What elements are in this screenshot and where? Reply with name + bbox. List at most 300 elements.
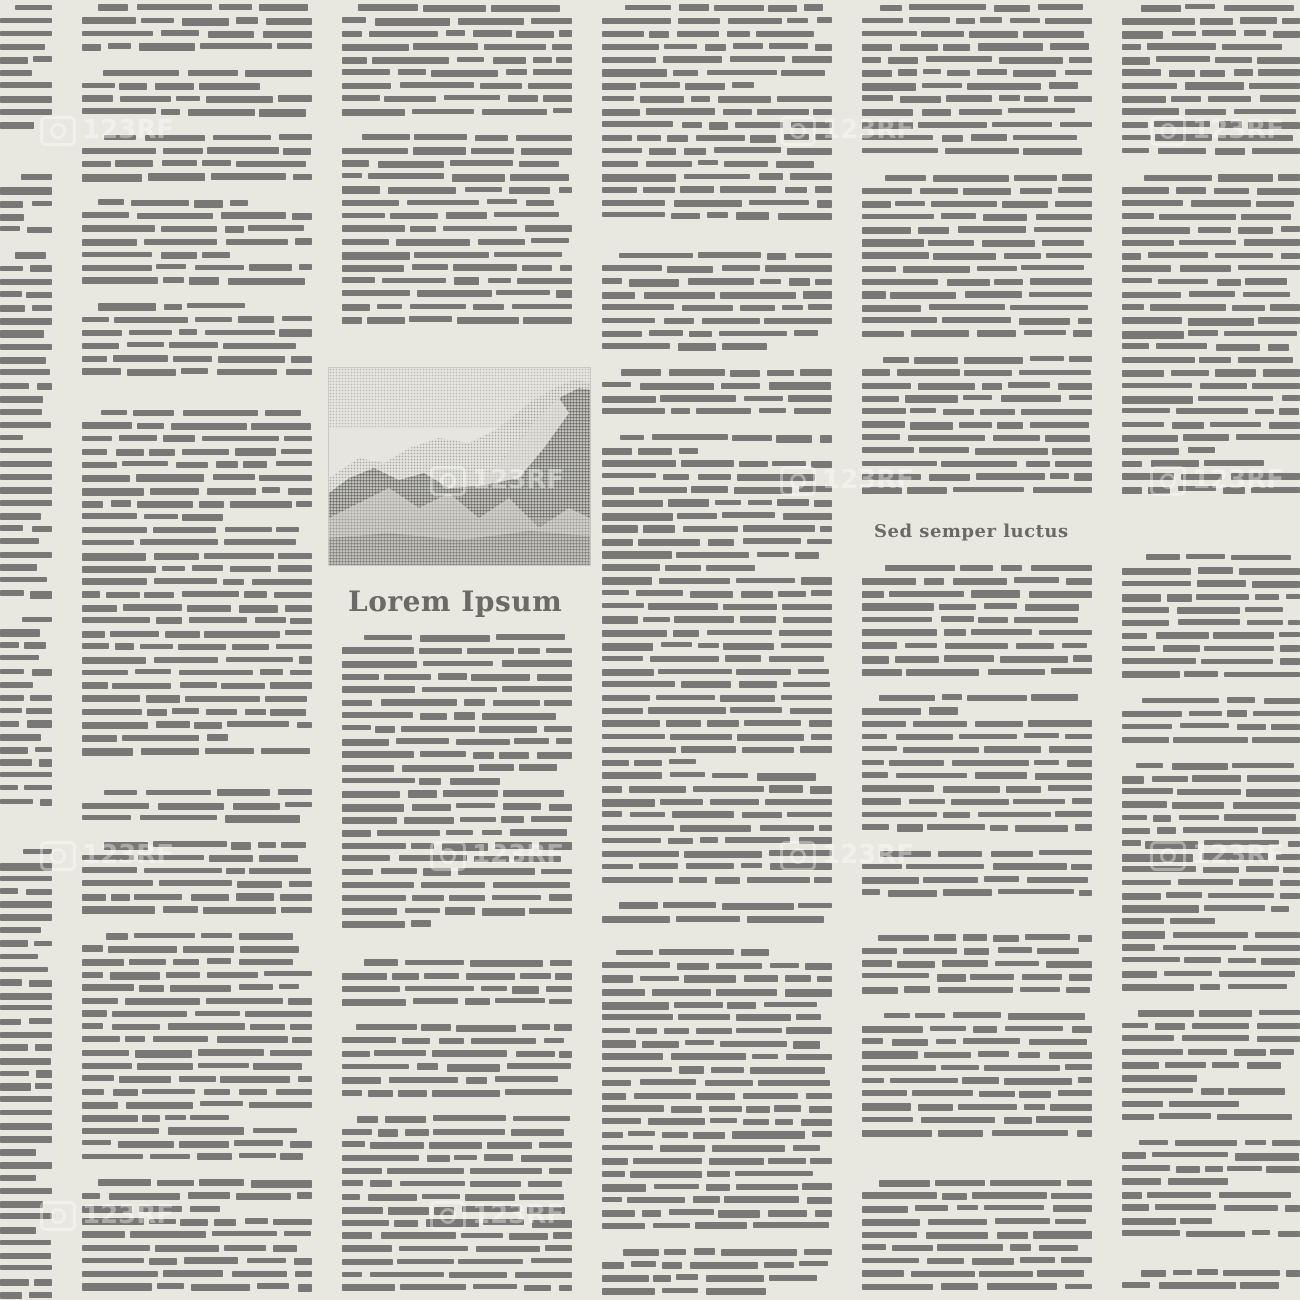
- text-line: [82, 855, 134, 860]
- text-line: [602, 1118, 641, 1124]
- text-line: [161, 109, 179, 115]
- text-line: [476, 1246, 539, 1252]
- text-line: [82, 317, 109, 323]
- text-line: [154, 553, 199, 560]
- text-line: [394, 1220, 418, 1227]
- text-line: [1026, 461, 1051, 467]
- text-line: [82, 83, 115, 88]
- text-line: [1231, 473, 1300, 480]
- text-line: [627, 1197, 685, 1203]
- text-line: [911, 330, 968, 337]
- text-line: [0, 82, 52, 88]
- text-line: [997, 1232, 1029, 1239]
- text-line: [707, 720, 739, 727]
- text-line: [602, 630, 667, 636]
- text-line: [1067, 1180, 1092, 1186]
- text-line: [663, 902, 716, 908]
- text-line: [1013, 135, 1076, 140]
- text-line: [1227, 1166, 1262, 1171]
- text-column: [1122, 1265, 1300, 1300]
- text-line: [980, 17, 1002, 23]
- text-line: [204, 553, 274, 559]
- text-line: [602, 1093, 626, 1100]
- text-line: [1122, 880, 1171, 885]
- text-line: [0, 279, 52, 285]
- text-line: [1276, 854, 1300, 860]
- text-line: [480, 83, 522, 89]
- text-line: [862, 1284, 933, 1290]
- text-line: [805, 963, 832, 969]
- text-line: [270, 709, 306, 716]
- text-line: [667, 135, 689, 142]
- text-line: [730, 370, 760, 377]
- text-line: [737, 474, 815, 481]
- text-line: [994, 279, 1023, 284]
- text-line: [1045, 435, 1090, 442]
- text-line: [903, 747, 978, 752]
- text-line: [0, 44, 45, 49]
- text-line: [82, 343, 119, 349]
- text-line: [730, 707, 782, 713]
- text-line: [994, 5, 1031, 12]
- text-line: [862, 1258, 919, 1263]
- text-line: [342, 986, 400, 992]
- text-line: [1145, 841, 1198, 848]
- text-line: [219, 4, 252, 10]
- text-line: [953, 487, 1024, 492]
- text-line: [1000, 656, 1069, 663]
- text-line: [1122, 1230, 1180, 1236]
- text-line: [602, 448, 632, 455]
- text-line: [739, 681, 776, 688]
- text-line: [602, 1053, 663, 1059]
- text-line: [602, 31, 644, 37]
- text-line: [1183, 827, 1258, 833]
- text-line: [290, 670, 312, 675]
- text-line: [1122, 357, 1195, 363]
- text-line: [929, 707, 958, 714]
- text-line: [0, 940, 28, 946]
- text-line: [481, 986, 507, 991]
- text-line: [984, 1065, 1061, 1072]
- text-line: [1201, 659, 1273, 665]
- text-line: [1122, 1218, 1176, 1225]
- text-line: [800, 746, 832, 753]
- text-line: [137, 423, 164, 428]
- text-line: [637, 135, 661, 141]
- text-line: [1052, 448, 1092, 455]
- text-line: [1048, 785, 1092, 791]
- text-line: [544, 700, 572, 706]
- text-line: [378, 161, 444, 168]
- text-line: [0, 876, 52, 882]
- text-line: [1078, 318, 1092, 324]
- text-line: [1228, 958, 1256, 963]
- text-line: [792, 56, 832, 63]
- text-line: [0, 1240, 51, 1246]
- text-line: [510, 174, 569, 181]
- text-line: [0, 305, 25, 312]
- text-line: [722, 265, 760, 270]
- text-line: [1051, 1193, 1092, 1199]
- text-line: [1066, 578, 1092, 585]
- text-line: [896, 773, 966, 778]
- text-line: [82, 1231, 125, 1238]
- text-line: [1122, 776, 1144, 783]
- text-line: [357, 1116, 378, 1123]
- text-line: [299, 656, 312, 663]
- text-line: [98, 4, 128, 10]
- text-line: [967, 695, 1027, 701]
- text-line: [522, 1024, 550, 1030]
- text-line: [1215, 148, 1245, 154]
- text-line: [862, 578, 916, 585]
- text-line: [206, 96, 273, 103]
- text-line: [278, 789, 312, 795]
- text-line: [144, 868, 222, 873]
- text-line: [342, 1284, 395, 1291]
- text-line: [1065, 70, 1092, 75]
- text-line: [1205, 1166, 1224, 1172]
- text-line: [82, 513, 137, 519]
- text-line: [883, 357, 909, 363]
- text-line: [82, 1154, 143, 1159]
- text-line: [1201, 1088, 1223, 1095]
- text-line: [782, 305, 804, 310]
- text-line: [934, 934, 956, 941]
- text-line: [122, 735, 199, 741]
- text-line: [677, 31, 719, 37]
- text-line: [1024, 1104, 1046, 1111]
- text-line: [0, 500, 52, 506]
- text-line: [747, 877, 809, 882]
- text-line: [1204, 646, 1274, 651]
- text-line: [289, 881, 312, 887]
- text-line: [1224, 672, 1300, 678]
- text-line: [602, 720, 660, 727]
- text-line: [977, 266, 1017, 271]
- text-line: [471, 148, 514, 154]
- text-line: [811, 734, 832, 740]
- text-line: [195, 265, 244, 271]
- text-line: [723, 109, 752, 115]
- text-line: [0, 1044, 28, 1051]
- text-line: [1234, 109, 1297, 115]
- text-line: [1021, 409, 1092, 415]
- text-line: [190, 1206, 220, 1212]
- text-line: [602, 96, 634, 102]
- text-line: [417, 290, 492, 297]
- text-line: [678, 18, 720, 24]
- text-line: [1153, 815, 1171, 822]
- text-line: [602, 975, 633, 982]
- text-line: [918, 122, 987, 129]
- text-line: [918, 1104, 953, 1111]
- text-line: [528, 83, 572, 90]
- text-line: [560, 265, 572, 270]
- text-line: [1039, 630, 1092, 635]
- text-line: [764, 1002, 817, 1007]
- text-line: [1223, 1270, 1279, 1277]
- text-line: [471, 1038, 536, 1044]
- text-line: [732, 435, 772, 441]
- text-line: [382, 278, 445, 283]
- text-line: [1069, 57, 1092, 63]
- text-line: [1046, 961, 1092, 968]
- text-line: [862, 369, 890, 375]
- text-line: [748, 500, 771, 506]
- text-line: [342, 674, 379, 680]
- text-line: [0, 564, 37, 570]
- text-line: [230, 200, 248, 206]
- text-line: [862, 824, 889, 830]
- text-line: [82, 1258, 144, 1264]
- text-line: [1167, 594, 1192, 601]
- text-line: [1010, 18, 1040, 23]
- text-line: [643, 187, 674, 193]
- text-line: [671, 1106, 702, 1113]
- text-line: [975, 772, 1026, 779]
- text-line: [770, 863, 832, 870]
- text-line: [494, 212, 559, 217]
- text-line: [619, 902, 658, 909]
- text-line: [862, 434, 900, 440]
- text-line: [170, 985, 231, 992]
- text-line: [862, 669, 902, 676]
- text-line: [1147, 1192, 1211, 1198]
- text-line: [0, 109, 52, 115]
- text-line: [295, 238, 312, 245]
- text-line: [1199, 357, 1230, 364]
- text-line: [1171, 370, 1209, 376]
- text-line: [736, 212, 769, 219]
- text-line: [977, 69, 1006, 75]
- text-line: [1122, 840, 1141, 846]
- text-line: [108, 43, 130, 49]
- text-line: [342, 765, 394, 772]
- text-line: [696, 135, 745, 141]
- text-line: [690, 1262, 758, 1269]
- text-line: [358, 4, 418, 11]
- text-line: [182, 591, 239, 597]
- text-line: [0, 461, 52, 467]
- text-line: [862, 148, 938, 153]
- text-line: [249, 868, 311, 874]
- text-line: [342, 213, 385, 218]
- text-line: [602, 851, 679, 857]
- text-line: [342, 686, 415, 692]
- text-line: [82, 449, 107, 456]
- text-line: [957, 1205, 978, 1210]
- text-line: [531, 1258, 572, 1263]
- text-line: [465, 1194, 515, 1201]
- text-line: [82, 748, 133, 755]
- text-line: [1122, 331, 1184, 338]
- text-line: [82, 617, 150, 623]
- text-line: [398, 69, 426, 74]
- text-line: [815, 134, 832, 139]
- text-line: [679, 1066, 704, 1073]
- text-line: [688, 278, 755, 285]
- text-line: [32, 526, 52, 532]
- text-line: [1156, 56, 1210, 61]
- text-line: [659, 949, 734, 955]
- text-line: [1122, 1088, 1193, 1094]
- text-line: [161, 30, 200, 36]
- text-line: [518, 648, 540, 654]
- text-line: [184, 1257, 239, 1264]
- text-line: [629, 786, 686, 793]
- text-line: [673, 630, 699, 637]
- text-line: [507, 1063, 572, 1069]
- text-line: [471, 674, 530, 681]
- text-line: [82, 894, 106, 901]
- text-line: [539, 842, 572, 849]
- text-line: [1200, 70, 1225, 77]
- text-line: [1177, 607, 1240, 614]
- text-line: [552, 44, 572, 50]
- text-line: [342, 69, 390, 74]
- text-line: [239, 1153, 276, 1158]
- text-line: [135, 669, 171, 674]
- text-line: [115, 160, 153, 166]
- text-line: [35, 1044, 52, 1051]
- text-line: [288, 998, 312, 1005]
- text-line: [602, 1040, 636, 1047]
- text-line: [342, 921, 405, 928]
- text-line: [398, 1090, 428, 1097]
- text-line: [1204, 905, 1265, 911]
- text-line: [342, 804, 404, 811]
- text-line: [998, 947, 1032, 953]
- text-line: [342, 778, 415, 783]
- text-line: [153, 527, 217, 533]
- text-line: [900, 44, 938, 51]
- text-line: [1155, 134, 1212, 140]
- text-line: [736, 1184, 798, 1190]
- text-line: [1122, 1075, 1197, 1082]
- text-line: [456, 803, 495, 808]
- text-line: [512, 304, 572, 309]
- text-line: [602, 772, 662, 779]
- text-line: [531, 816, 572, 822]
- text-line: [1122, 724, 1172, 730]
- text-line: [226, 868, 245, 874]
- text-line: [515, 1272, 572, 1278]
- text-line: [32, 669, 52, 676]
- text-line: [427, 1155, 450, 1162]
- text-line: [885, 565, 955, 572]
- text-line: [0, 1005, 52, 1010]
- text-line: [686, 863, 734, 869]
- text-line: [506, 69, 527, 75]
- text-line: [226, 239, 288, 244]
- text-line: [1280, 658, 1300, 665]
- text-line: [1122, 135, 1151, 140]
- text-line: [602, 212, 665, 217]
- text-line: [33, 56, 52, 61]
- text-line: [1252, 737, 1300, 743]
- text-line: [1204, 460, 1264, 466]
- text-line: [82, 277, 158, 283]
- text-line: [207, 488, 257, 495]
- text-line: [720, 695, 776, 702]
- text-line: [814, 500, 832, 507]
- text-line: [1179, 815, 1219, 820]
- text-line: [640, 82, 680, 88]
- text-line: [862, 877, 919, 884]
- text-line: [82, 1023, 103, 1028]
- text-line: [188, 109, 255, 116]
- text-line: [623, 1249, 659, 1256]
- text-line: [479, 726, 536, 733]
- text-line: [1030, 278, 1092, 285]
- text-line: [239, 959, 293, 965]
- text-line: [862, 421, 905, 428]
- text-line: [513, 1116, 570, 1121]
- text-line: [528, 1181, 562, 1187]
- text-line: [862, 1232, 917, 1238]
- text-line: [555, 973, 572, 979]
- text-line: [285, 605, 312, 612]
- text-line: [30, 591, 52, 598]
- text-line: [808, 304, 832, 310]
- text-line: [40, 799, 52, 806]
- text-line: [736, 578, 796, 583]
- text-line: [163, 1270, 223, 1277]
- text-line: [499, 752, 529, 758]
- text-line: [602, 590, 629, 595]
- text-line: [554, 1024, 572, 1031]
- text-line: [483, 1219, 524, 1225]
- text-line: [291, 356, 312, 362]
- text-line: [279, 134, 312, 140]
- text-line: [739, 461, 768, 467]
- text-line: [549, 1168, 572, 1174]
- text-line: [654, 1184, 699, 1189]
- text-line: [298, 1076, 312, 1082]
- text-line: [602, 916, 670, 923]
- text-line: [1231, 555, 1291, 560]
- text-line: [556, 290, 572, 297]
- text-column: [1122, 550, 1300, 1240]
- text-line: [342, 317, 362, 324]
- text-line: [1150, 304, 1227, 311]
- text-line: [1178, 486, 1216, 491]
- text-line: [963, 1038, 1020, 1043]
- text-line: [82, 212, 129, 218]
- text-line: [239, 605, 278, 612]
- text-line: [0, 785, 18, 790]
- text-line: [1122, 227, 1190, 234]
- text-line: [82, 815, 131, 820]
- text-line: [1219, 1192, 1291, 1199]
- text-line: [82, 945, 103, 952]
- text-line: [1122, 240, 1174, 246]
- text-line: [285, 630, 312, 635]
- text-line: [544, 1038, 564, 1043]
- text-line: [208, 31, 255, 37]
- text-line: [602, 864, 633, 870]
- text-line: [137, 501, 193, 508]
- text-line: [503, 803, 541, 810]
- text-line: [793, 1145, 821, 1152]
- text-line: [342, 725, 371, 730]
- text-line: [375, 18, 451, 25]
- text-line: [0, 1096, 52, 1101]
- text-line: [942, 135, 963, 142]
- text-line: [157, 1180, 194, 1186]
